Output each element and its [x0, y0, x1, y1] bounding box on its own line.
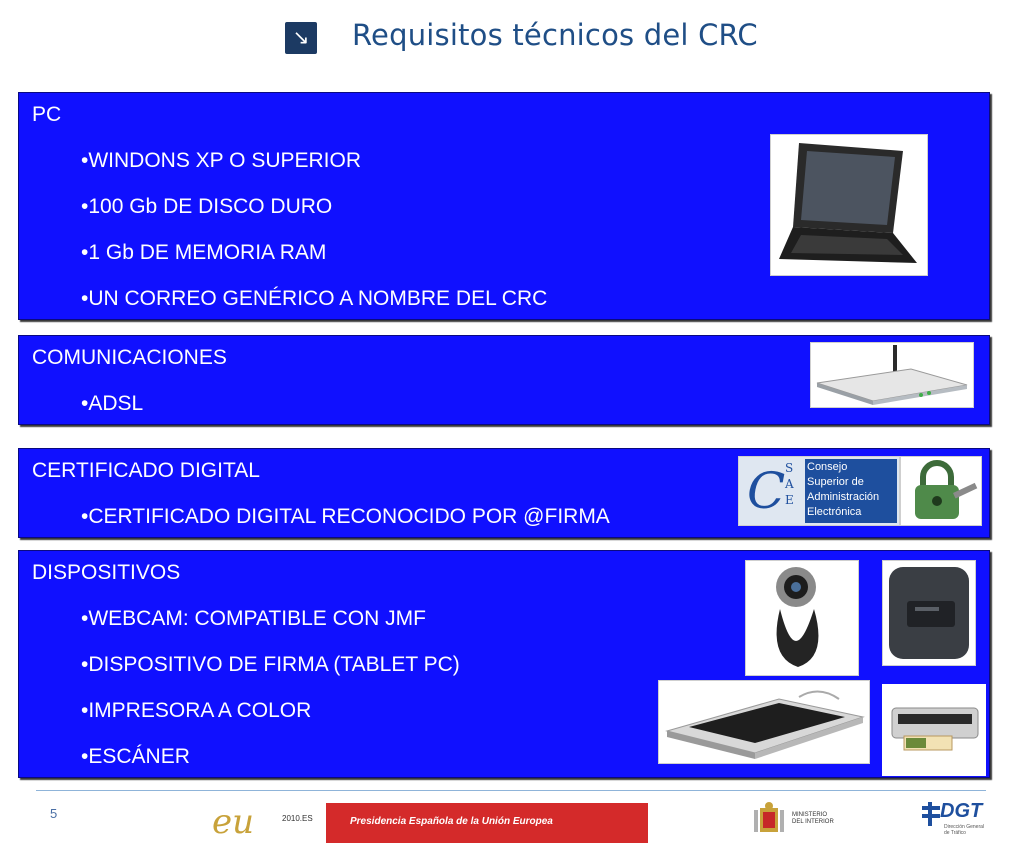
padlock-image	[900, 456, 982, 526]
printer-image	[882, 684, 986, 776]
cae-logo	[738, 456, 900, 526]
spain-coat-of-arms-icon	[752, 800, 786, 840]
slide-header	[0, 18, 1024, 58]
cae-logo-letter: A	[785, 477, 794, 491]
cae-logo-line: Consejo	[807, 461, 848, 473]
list-item: •IMPRESORA A COLOR	[81, 699, 312, 722]
eu-presidency-logo	[208, 802, 328, 844]
arrow-down-right-icon: ↘	[285, 22, 317, 54]
dgt-subtext: Dirección General	[944, 824, 985, 830]
section-heading: PC	[32, 103, 62, 126]
webcam-image	[745, 560, 859, 676]
laptop-image	[770, 134, 928, 276]
cae-logo-letter: C	[747, 462, 786, 520]
list-item: •CERTIFICADO DIGITAL RECONOCIDO POR @FIRMA	[81, 505, 610, 528]
list-item: •WINDONS XP O SUPERIOR	[81, 149, 362, 172]
scanner-image	[658, 680, 870, 764]
eu-logo-text: eu	[212, 802, 255, 842]
section-heading: COMUNICACIONES	[32, 346, 227, 369]
footer-divider	[36, 790, 986, 791]
list-item: •DISPOSITIVO DE FIRMA (TABLET PC)	[81, 653, 460, 676]
cae-logo-line: Electrónica	[807, 506, 862, 518]
section-heading: CERTIFICADO DIGITAL	[32, 459, 260, 482]
list-item: •ESCÁNER	[81, 745, 190, 768]
section-heading: DISPOSITIVOS	[32, 561, 181, 584]
presidency-banner	[326, 803, 648, 843]
ministry-text-line: MINISTERIO	[792, 812, 828, 818]
list-item: •UN CORREO GENÉRICO A NOMBRE DEL CRC	[81, 287, 548, 310]
ministerio-interior-logo	[752, 800, 852, 840]
page-number: 5	[50, 806, 58, 821]
cae-logo-line: Superior de	[807, 476, 864, 488]
list-item: •WEBCAM: COMPATIBLE CON JMF	[81, 607, 426, 630]
cae-logo-letter: E	[785, 493, 794, 507]
router-image	[810, 342, 974, 408]
signature-tablet-image	[882, 560, 976, 666]
list-item: •ADSL	[81, 392, 144, 415]
dgt-emblem-icon	[920, 802, 942, 826]
dgt-logo	[920, 800, 990, 842]
dgt-text: DGT	[940, 800, 983, 822]
list-item: •100 Gb DE DISCO DURO	[81, 195, 333, 218]
list-item: •1 Gb DE MEMORIA RAM	[81, 241, 327, 264]
presidency-text: Presidencia Española de la Unión Europea	[350, 816, 553, 827]
dgt-subtext: de Tráfico	[944, 830, 966, 836]
eu-logo-year: 2010.ES	[282, 814, 313, 823]
cae-logo-line: Administración	[807, 491, 880, 503]
cae-logo-letter: S	[785, 461, 794, 475]
slide-title: Requisitos técnicos del CRC	[352, 18, 758, 52]
ministry-text-line: DEL INTERIOR	[792, 819, 834, 825]
